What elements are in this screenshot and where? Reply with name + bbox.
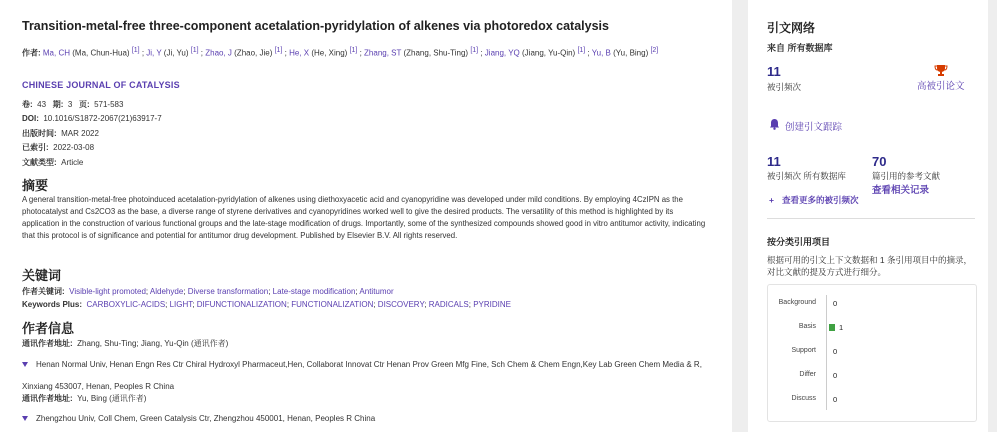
corr-names-1: Zhang, Shu-Ting; Jiang, Yu-Qin (通讯作者) — [77, 339, 229, 348]
chart-axis — [826, 295, 827, 410]
chart-category-label: Background — [778, 299, 816, 306]
author-keyword-link[interactable]: Visible-light promoted — [69, 287, 146, 296]
author-keyword-link[interactable]: Diverse transformation — [187, 287, 269, 296]
pubdate-value: MAR 2022 — [61, 129, 99, 138]
chart-category-label: Differ — [799, 371, 816, 378]
volume-value: 43 — [37, 100, 47, 109]
author-link[interactable]: Yu, B — [591, 48, 611, 58]
corresponding-author-2 — [22, 393, 146, 404]
affiliation-ref-link[interactable]: [1] — [577, 47, 586, 54]
cited-all-db-label: 被引频次 所有数据库 — [767, 171, 846, 181]
author-info-heading: 作者信息 — [22, 321, 75, 336]
pages-label: 页: — [78, 100, 90, 109]
separator: ; — [424, 300, 429, 309]
keywords-plus-label: Keywords Plus: — [22, 300, 83, 309]
keyword-plus-link[interactable]: FUNCTIONALIZATION — [291, 300, 374, 309]
author-link[interactable]: Ji, Y — [146, 48, 162, 58]
corresponding-author-1 — [22, 338, 228, 349]
separator: ; — [192, 300, 197, 309]
citation-network-title: 引文网络 — [767, 21, 816, 35]
create-citation-alert-button[interactable]: 创建引文跟踪 — [785, 122, 843, 133]
separator: ; — [286, 300, 292, 309]
classify-description: 根据可用的引文上下文数据和 1 条引用项目中的摘录，对比文献的提及方式进行细分。 — [767, 255, 972, 277]
keywords-heading: 关键词 — [22, 268, 62, 283]
chart-value-label: 0 — [833, 299, 838, 308]
author-keyword-link[interactable]: Late-stage modification — [272, 287, 356, 296]
indexed-value: 2022-03-08 — [53, 143, 95, 152]
doctype-value: Article — [61, 158, 84, 167]
doi-row — [22, 114, 162, 123]
pages-value: 571-583 — [94, 100, 124, 109]
more-times-cited-label: 查看更多的被引频次 — [781, 195, 859, 205]
record-title: Transition-metal-free three-component acetalation-pyridylation of alkenes via photoredox catalysis — [22, 19, 609, 33]
indexed-row — [22, 142, 94, 153]
author-full-name: (Ji, Yu) — [161, 48, 191, 58]
separator: ; — [355, 287, 360, 296]
volume-label: 卷: — [22, 100, 33, 109]
keyword-plus-link[interactable]: DISCOVERY — [377, 300, 425, 309]
authors-line — [22, 45, 712, 59]
separator: ; — [373, 300, 378, 309]
affiliation-ref-link[interactable]: [1] — [349, 47, 358, 54]
issue-value: 3 — [67, 100, 73, 109]
chart-category-label: Discuss — [791, 395, 816, 402]
volume-issue-pages — [22, 99, 123, 110]
doctype-row — [22, 157, 83, 168]
keyword-plus-link[interactable]: LIGHT — [169, 300, 193, 309]
address-1-text: Henan Normal Univ, Henan Engn Res Ctr Chiral Hydroxyl Pharmaceut,Hen, Collaborat Innovat Ctr Henan Prov Green Mfg Fine, Sch Chem & Chem Engn,Key Lab Green Chem Media & R, Xinxiang 453007, Henan, Peoples R China — [22, 360, 702, 391]
author-link[interactable]: Jiang, YQ — [484, 48, 520, 58]
address-2-text: Zhengzhou Univ, Coll Chem, Green Catalysis Ctr, Zhengzhou 450001, Henan, Peoples R China — [36, 414, 376, 423]
keyword-plus-link[interactable]: DIFUNCTIONALIZATION — [196, 300, 287, 309]
doi-label: DOI: — [22, 114, 39, 123]
author-full-name: (Zhao, Jie) — [231, 48, 275, 58]
chart-category-label: Support — [791, 347, 816, 354]
author-keywords-row — [22, 286, 394, 297]
references-count[interactable]: 70 — [872, 154, 887, 169]
chevron-down-icon[interactable] — [22, 416, 28, 421]
author-full-name: (Zhang, Shu-Ting) — [401, 48, 471, 58]
doi-value: 10.1016/S1872-2067(21)63917-7 — [43, 114, 162, 123]
chart-value-label: 0 — [833, 395, 838, 404]
keyword-plus-link[interactable]: RADICALS — [428, 300, 469, 309]
issue-label: 期: — [52, 100, 64, 109]
corr-label-1: 通讯作者地址: — [22, 339, 73, 348]
affiliation-ref-link[interactable]: [1] — [190, 47, 199, 54]
divider — [767, 218, 975, 219]
author-link[interactable]: He, X — [289, 48, 310, 58]
trophy-icon — [934, 64, 948, 77]
corr-names-2: Yu, Bing (通讯作者) — [77, 394, 147, 403]
affiliation-ref-link[interactable]: [1] — [274, 47, 283, 54]
affiliation-ref-link[interactable]: [1] — [470, 47, 479, 54]
author-link[interactable]: Zhao, J — [205, 48, 232, 58]
classify-title: 按分类引用项目 — [767, 237, 831, 247]
times-cited-count[interactable]: 11 — [767, 64, 781, 79]
chart-bar[interactable] — [829, 324, 835, 331]
author-full-name: (Jiang, Yu-Qin) — [519, 48, 578, 58]
separator: ; — [585, 48, 592, 58]
author-full-name: (Yu, Bing) — [610, 48, 651, 58]
affiliation-ref-link[interactable]: [2] — [650, 47, 659, 54]
chart-value-label: 0 — [833, 371, 838, 380]
author-full-name: (Ma, Chun-Hua) — [70, 48, 132, 58]
separator: ; — [165, 300, 170, 309]
cited-all-db-count[interactable]: 11 — [767, 154, 781, 169]
author-full-name: (He, Xing) — [309, 48, 350, 58]
more-times-cited-link[interactable] — [769, 194, 858, 206]
author-keyword-link[interactable]: Aldehyde — [149, 287, 184, 296]
separator: ; — [183, 287, 188, 296]
citation-network-panel — [748, 0, 988, 432]
journal-link[interactable]: CHINESE JOURNAL OF CATALYSIS — [22, 80, 180, 90]
keyword-plus-link[interactable]: PYRIDINE — [473, 300, 511, 309]
address-1 — [22, 354, 712, 398]
author-keywords-label: 作者关键词: — [22, 287, 65, 296]
separator: ; — [282, 48, 290, 58]
author-link[interactable]: Ma, CH — [42, 48, 71, 58]
separator: ; — [268, 287, 273, 296]
references-label: 篇引用的参考文献 — [872, 171, 941, 181]
separator: ; — [145, 287, 150, 296]
separator: ; — [478, 48, 485, 58]
view-related-records-link[interactable]: 查看相关记录 — [872, 185, 930, 196]
separator: ; — [357, 48, 365, 58]
chevron-down-icon[interactable] — [22, 362, 28, 367]
bell-icon — [769, 118, 780, 130]
pubdate-row — [22, 128, 99, 139]
highly-cited-link[interactable]: 高被引论文 — [917, 81, 965, 92]
keywords-plus-row — [22, 300, 511, 309]
chart-category-label: Basis — [798, 323, 816, 330]
separator: ; — [198, 48, 206, 58]
separator: ; — [139, 48, 147, 58]
author-keyword-link[interactable]: Antitumor — [359, 287, 394, 296]
keyword-plus-link[interactable]: CARBOXYLIC-ACIDS — [86, 300, 166, 309]
chart-value-label: 1 — [839, 323, 844, 332]
address-2 — [22, 408, 712, 430]
indexed-label: 已索引: — [22, 143, 49, 152]
citation-classification-chart — [767, 284, 977, 422]
abstract-text: A general transition-metal-free photoinduced acetalation-pyridylation of alkenes using diethoxyacetic acid and cyanopyridine was developed under mild conditions. By employing 4CzIPN as the photocatalyst and Cs2CO3 as the base, a diverse range of styrene derivatives and cyanopyridines worked well to give the desired products. The versatility of this method is highlighted by its application in the construction of various functional groups and the late-stage modification of drugs. Importantly, some of the synthesized compounds showed good in vitro antitumor activity, indicating that this protocol is of significance and potential for antitumor drug development. Published by Elsevier B.V. All rights reserved. — [22, 195, 706, 240]
corr-label-2: 通讯作者地址: — [22, 394, 73, 403]
plus-icon: + — [769, 195, 774, 205]
authors-label: 作者: — [22, 48, 43, 58]
citation-network-subtitle: 来自 所有数据库 — [767, 43, 833, 53]
author-link[interactable]: Zhang, ST — [364, 48, 402, 58]
times-cited-label: 被引频次 — [767, 82, 802, 92]
doctype-label: 文献类型: — [22, 158, 57, 167]
abstract-heading: 摘要 — [22, 178, 49, 193]
affiliation-ref-link[interactable]: [1] — [131, 47, 140, 54]
separator: ; — [468, 300, 474, 309]
pubdate-label: 出版时间: — [22, 129, 57, 138]
chart-value-label: 0 — [833, 347, 838, 356]
